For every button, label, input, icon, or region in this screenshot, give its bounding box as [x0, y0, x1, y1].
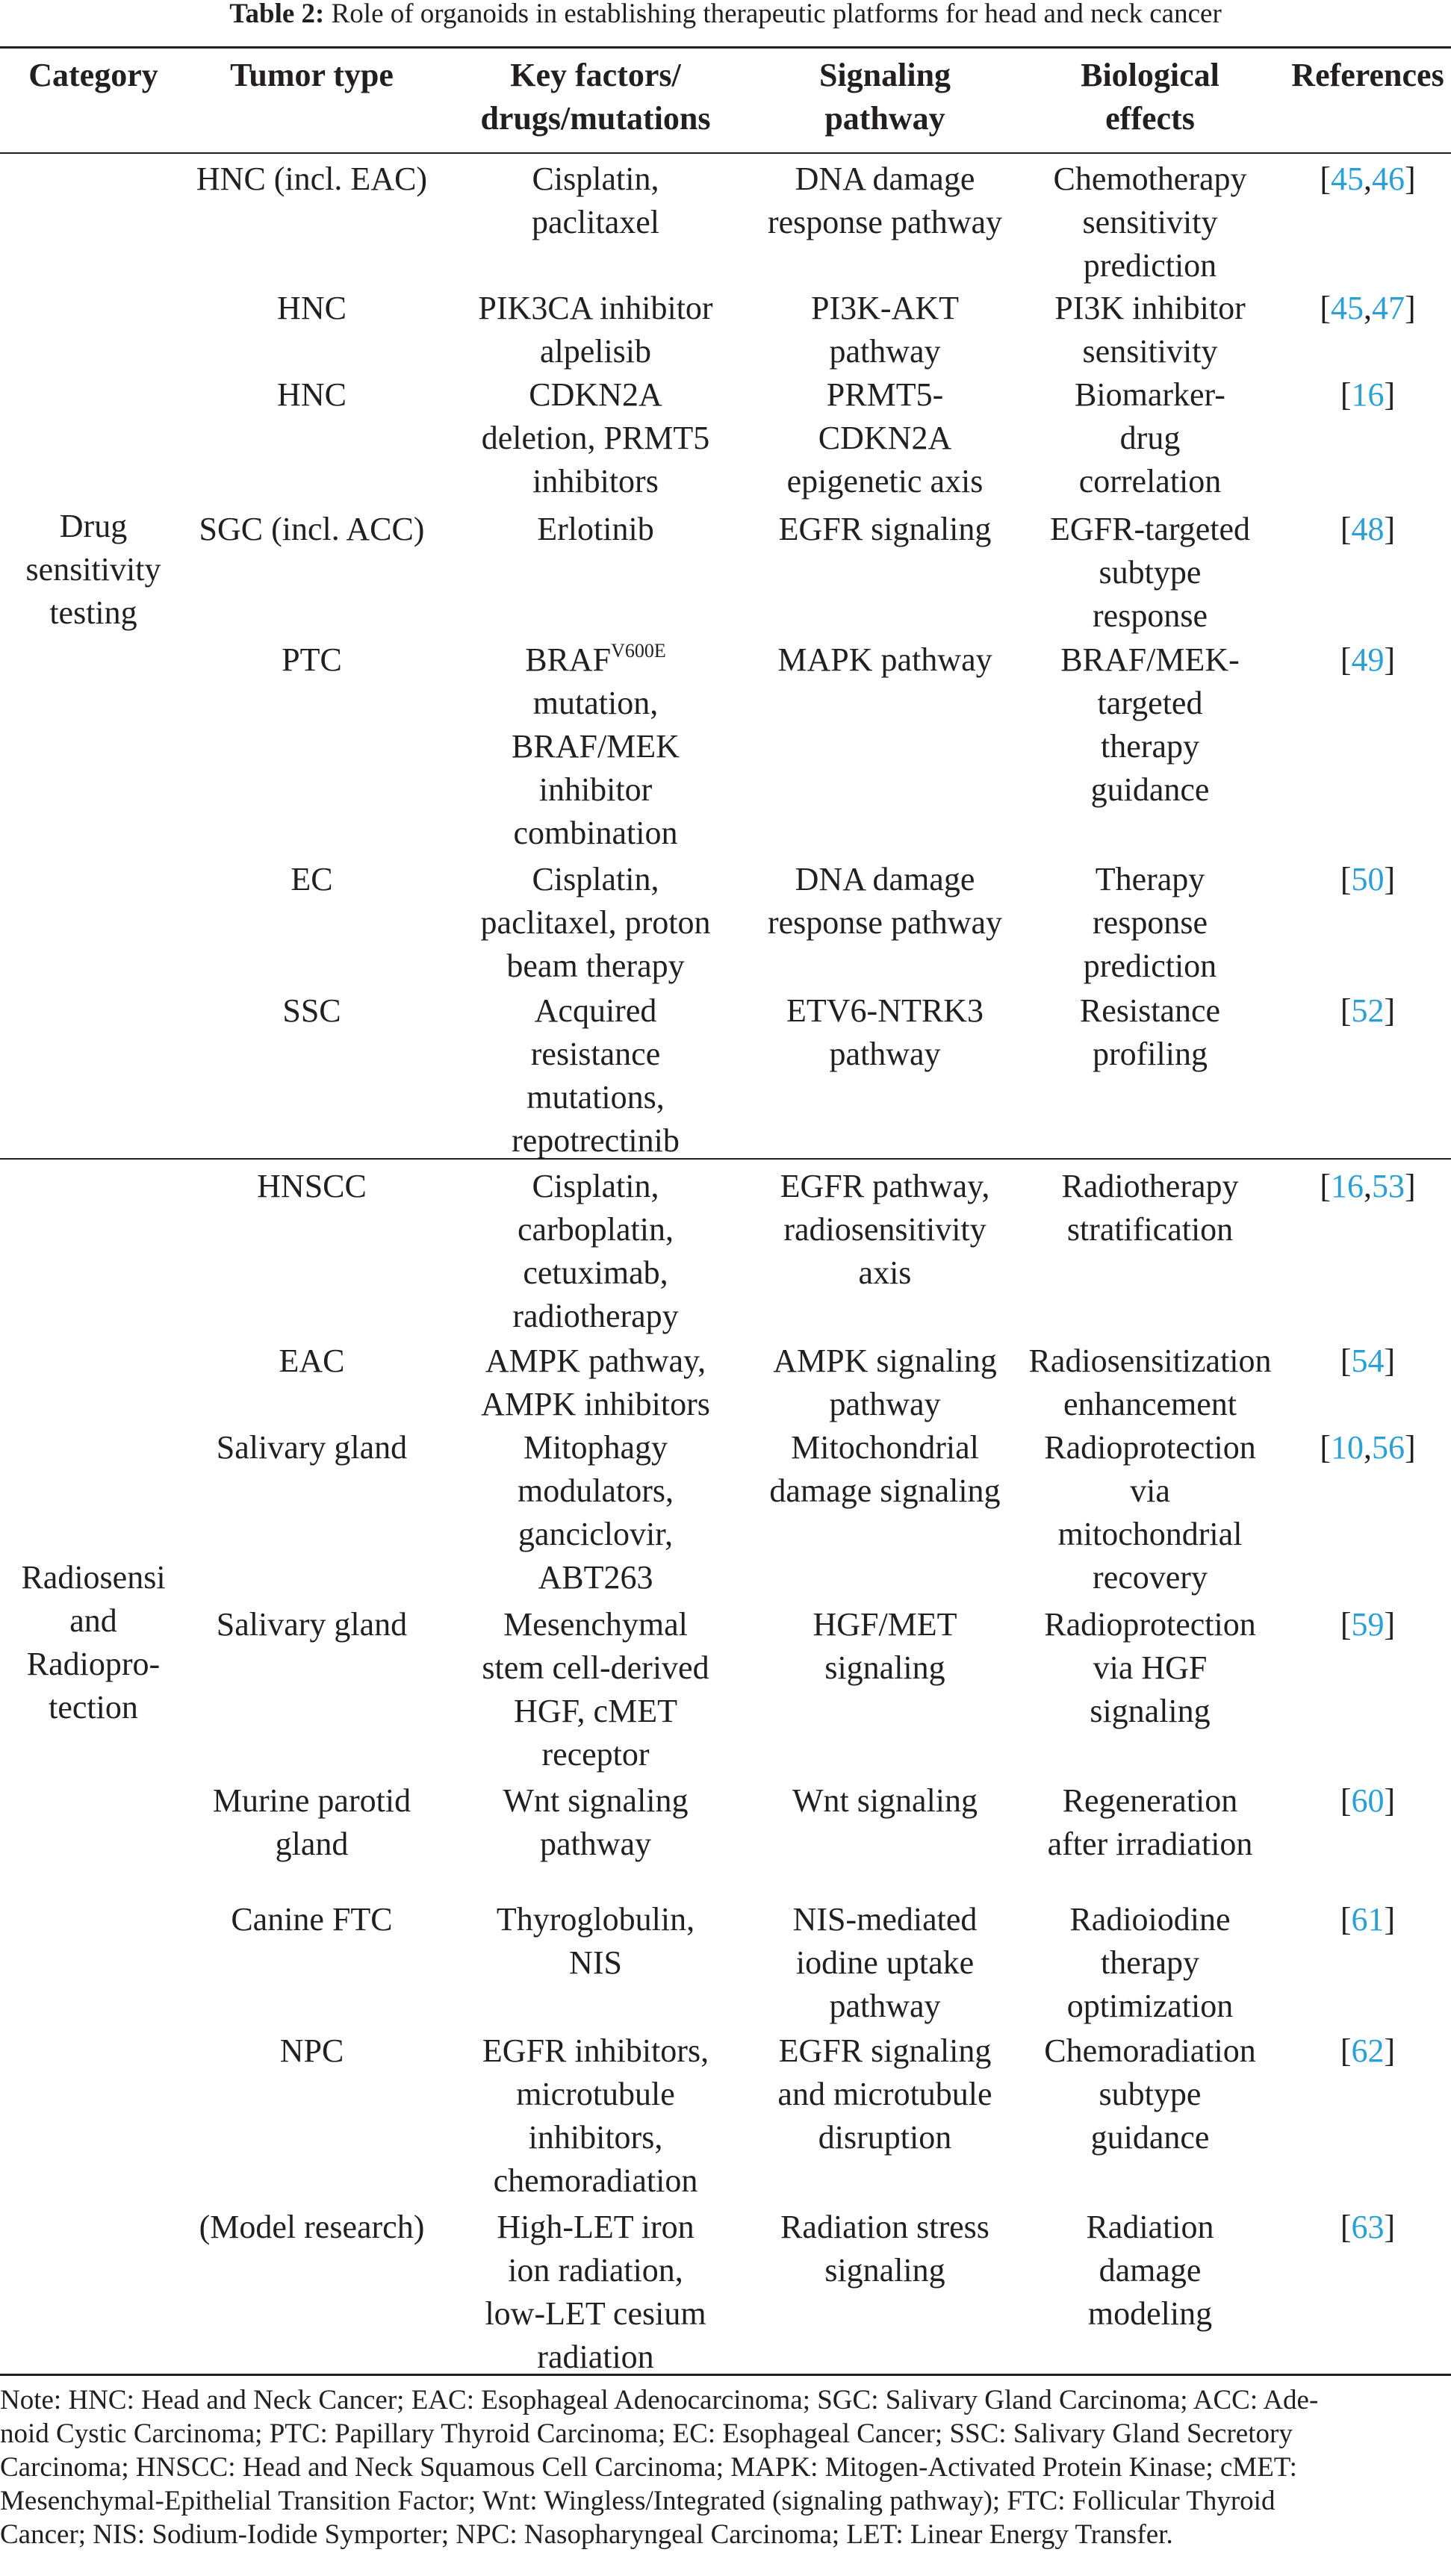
reference-link[interactable]: 52: [1351, 992, 1385, 1029]
biological-effects-cell: [1016, 1779, 1284, 1866]
biological-effects-cell: [1016, 638, 1284, 812]
tumor-type-cell: [187, 638, 437, 682]
key-factors-cell-line: Cisplatin,: [532, 861, 659, 897]
biological-effects-cell-line: stratification: [1066, 1211, 1234, 1248]
signaling-pathway-cell-line: signaling: [824, 2252, 945, 2289]
tumor-type-cell: [187, 1898, 437, 1941]
table-label: Table 2:: [229, 0, 325, 29]
signaling-pathway-cell-line: iodine uptake: [795, 1944, 975, 1981]
tumor-type-cell-line: gland: [275, 1826, 349, 1862]
biological-effects-cell: [1016, 989, 1284, 1076]
biological-effects-cell-line: Radiosensitization: [1028, 1343, 1272, 1379]
key-factors-cell-line: ganciclovir,: [518, 1516, 674, 1552]
header-category-line: Category: [28, 57, 158, 93]
reference-link[interactable]: 53: [1372, 1168, 1405, 1204]
signaling-pathway-cell-line: DNA damage: [795, 161, 975, 197]
key-factors-cell: [437, 989, 754, 1163]
tumor-type-cell-line: HNC (incl. EAC): [196, 161, 428, 197]
header-rule: [0, 152, 1451, 154]
biological-effects-cell-line: recovery: [1093, 1559, 1208, 1596]
table-note: [0, 2383, 1451, 2551]
key-factors-cell-line: CDKN2A: [529, 376, 662, 413]
signaling-pathway-cell-line: pathway: [829, 1988, 941, 2024]
reference-link[interactable]: 48: [1351, 511, 1385, 547]
biological-effects-cell-line: profiling: [1093, 1036, 1208, 1072]
biological-effects-cell-line: Radiotherapy: [1061, 1168, 1239, 1204]
header-signaling-pathway-line: Signaling: [818, 57, 951, 93]
key-factors-cell: [437, 373, 754, 503]
mutation-superscript: V600E: [611, 640, 666, 662]
key-factors-cell: [437, 2206, 754, 2379]
key-factors-cell-line: PIK3CA inhibitor: [478, 290, 713, 326]
key-factors-cell: [437, 158, 754, 244]
biological-effects-cell: [1016, 373, 1284, 503]
signaling-pathway-cell: [754, 638, 1016, 682]
key-factors-cell-line: ABT263: [538, 1559, 653, 1596]
reference-link[interactable]: 60: [1351, 1782, 1385, 1819]
key-factors-cell-line: Thyroglobulin,: [496, 1901, 695, 1938]
key-factors-cell-line: microtubule: [516, 2076, 675, 2112]
key-factors-cell-line: combination: [513, 815, 678, 851]
header-biological-effects-line: effects: [1105, 100, 1195, 137]
biological-effects-cell-line: Radiation: [1086, 2209, 1214, 2245]
signaling-pathway-cell-line: signaling: [824, 1649, 945, 1686]
signaling-pathway-cell-line: axis: [858, 1254, 912, 1291]
biological-effects-cell: [1016, 158, 1284, 287]
biological-effects-cell-line: prediction: [1083, 948, 1217, 984]
biological-effects-cell-line: damage: [1099, 2252, 1202, 2289]
signaling-pathway-cell-line: response pathway: [767, 904, 1002, 941]
key-factors-cell: [437, 1603, 754, 1776]
tumor-type-cell: [187, 858, 437, 901]
biological-effects-cell-line: mitochondrial: [1057, 1516, 1243, 1552]
note-line: Carcinoma; HNSCC: Head and Neck Squamous Cell Carcinoma; MAPK: Mitogen-Activated Protein Kinase; cMET:: [0, 2452, 1297, 2483]
signaling-pathway-cell: [754, 858, 1016, 945]
biological-effects-cell-line: Regeneration: [1062, 1782, 1238, 1819]
tumor-type-cell-line: EAC: [279, 1343, 345, 1379]
reference-link[interactable]: 62: [1351, 2032, 1385, 2069]
key-factors-cell-line: EGFR inhibitors,: [482, 2032, 709, 2069]
reference-link[interactable]: 61: [1351, 1901, 1385, 1938]
key-factors-cell-line: inhibitor: [538, 771, 653, 808]
key-factors-cell-line: inhibitors,: [528, 2119, 663, 2156]
biological-effects-cell-line: BRAF/MEK-: [1060, 641, 1240, 678]
key-factors-cell-line: stem cell-derived: [482, 1649, 709, 1686]
signaling-pathway-cell: [754, 1165, 1016, 1295]
signaling-pathway-cell-line: DNA damage: [795, 861, 975, 897]
key-factors-cell-line: Wnt signaling: [503, 1782, 689, 1819]
biological-effects-cell: [1016, 1603, 1284, 1733]
key-factors-cell-line: repotrectinib: [512, 1122, 680, 1159]
signaling-pathway-cell-line: EGFR signaling: [778, 2032, 992, 2069]
key-factors-cell: [437, 638, 754, 855]
reference-link[interactable]: 10: [1331, 1429, 1364, 1466]
key-factors-cell-line: paclitaxel: [531, 204, 659, 240]
key-factors-cell-line: AMPK pathway,: [485, 1343, 706, 1379]
signaling-pathway-cell-line: CDKN2A: [818, 420, 952, 456]
key-factors-cell-line: radiotherapy: [512, 1298, 679, 1334]
key-factors-cell-line: pathway: [539, 1826, 652, 1862]
header-tumor-type: [187, 54, 437, 97]
reference-link[interactable]: 45: [1331, 290, 1364, 326]
biological-effects-cell: [1016, 508, 1284, 638]
signaling-pathway-cell-line: MAPK pathway: [777, 641, 992, 678]
biological-effects-cell-line: subtype: [1099, 2076, 1202, 2112]
key-factors-cell: [437, 287, 754, 373]
biological-effects-cell-line: prediction: [1083, 247, 1217, 284]
signaling-pathway-cell: [754, 508, 1016, 551]
reference-link[interactable]: 56: [1372, 1429, 1405, 1466]
biological-effects-cell-line: after irradiation: [1047, 1826, 1253, 1862]
key-factors-cell-line: mutation,: [532, 685, 659, 721]
key-factors-cell-line: resistance: [530, 1036, 661, 1072]
references-cell: [63]: [1340, 2209, 1396, 2245]
tumor-type-cell-line: HNC: [277, 376, 347, 413]
biological-effects-cell-line: guidance: [1090, 771, 1210, 808]
biological-effects-cell-line: sensitivity: [1082, 333, 1218, 370]
category-label: [0, 1556, 187, 1729]
references-cell: [50]: [1340, 861, 1396, 897]
header-biological-effects-line: Biological: [1081, 57, 1219, 93]
key-factors-cell-line: Erlotinib: [537, 511, 654, 547]
signaling-pathway-cell-line: Wnt signaling: [792, 1782, 978, 1819]
signaling-pathway-cell-line: ETV6-NTRK3: [786, 992, 984, 1029]
header-references: [1284, 54, 1451, 97]
references-cell: [52]: [1340, 992, 1396, 1029]
tumor-type-cell: [187, 2029, 437, 2073]
header-tumor-type-line: Tumor type: [230, 57, 394, 93]
category-label-line: testing: [49, 594, 137, 631]
references-cell: [62]: [1340, 2032, 1396, 2069]
biological-effects-cell-line: sensitivity: [1082, 204, 1218, 240]
biological-effects-cell: [1016, 1426, 1284, 1599]
tumor-type-cell: [187, 1426, 437, 1469]
tumor-type-cell: [187, 508, 437, 551]
signaling-pathway-cell-line: radiosensitivity: [783, 1211, 987, 1248]
signaling-pathway-cell-line: pathway: [829, 1036, 941, 1072]
biological-effects-cell-line: Therapy: [1095, 861, 1205, 897]
tumor-type-cell: [187, 1165, 437, 1208]
key-factors-cell: [437, 508, 754, 551]
reference-link[interactable]: 16: [1351, 376, 1385, 413]
tumor-type-cell-line: Canine FTC: [231, 1901, 393, 1938]
signaling-pathway-cell-line: NIS-mediated: [792, 1901, 978, 1938]
biological-effects-cell-line: Radioprotection: [1044, 1429, 1256, 1466]
biological-effects-cell-line: subtype: [1099, 554, 1202, 591]
key-factors-cell-line: AMPK inhibitors: [481, 1386, 710, 1422]
signaling-pathway-cell-line: PI3K-AKT: [811, 290, 959, 326]
note-line: Mesenchymal-Epithelial Transition Factor; Wnt: Wingless/Integrated (signaling pathway); FTC: Follicular Thyroid: [0, 2486, 1276, 2516]
key-factors-cell-line: cetuximab,: [523, 1254, 668, 1291]
key-factors-cell-line: low-LET cesium: [485, 2295, 706, 2332]
category-label: [0, 505, 187, 635]
signaling-pathway-cell-line: disruption: [818, 2119, 952, 2156]
key-factors-cell-line: paclitaxel, proton: [480, 904, 711, 941]
biological-effects-cell-line: via HGF: [1093, 1649, 1208, 1686]
table-caption: [0, 0, 1451, 34]
biological-effects-cell-line: Radioprotection: [1044, 1606, 1256, 1643]
biological-effects-cell-line: guidance: [1090, 2119, 1210, 2156]
key-factors-cell-line: mutations,: [526, 1079, 665, 1116]
signaling-pathway-cell: [754, 1426, 1016, 1513]
key-factors-cell: [437, 858, 754, 988]
reference-link[interactable]: 47: [1372, 290, 1405, 326]
biological-effects-cell-line: Radioiodine: [1069, 1901, 1231, 1938]
note-line: Cancer; NIS: Sodium-Iodide Symporter; NPC: Nasopharyngeal Carcinoma; LET: Linear Energy Transfer.: [0, 2519, 1173, 2550]
key-factors-cell: [437, 1779, 754, 1866]
table-title: Role of organoids in establishing therapeutic platforms for head and neck cancer: [331, 0, 1222, 29]
signaling-pathway-cell: [754, 1340, 1016, 1426]
header-key-factors-line: drugs/mutations: [480, 100, 711, 137]
key-factors-cell: [437, 1340, 754, 1426]
biological-effects-cell-line: Resistance: [1079, 992, 1221, 1029]
signaling-pathway-cell: [754, 1603, 1016, 1690]
category-label-line: tection: [49, 1689, 138, 1726]
key-factors-cell-line: Mitophagy: [523, 1429, 668, 1466]
biological-effects-cell-line: optimization: [1066, 1988, 1234, 2024]
key-factors-cell-line: alpelisib: [539, 333, 652, 370]
biological-effects-cell-line: response: [1093, 597, 1208, 634]
signaling-pathway-cell-line: Mitochondrial: [791, 1429, 979, 1466]
tumor-type-cell-line: Salivary gland: [216, 1429, 408, 1466]
biological-effects-cell-line: enhancement: [1063, 1386, 1237, 1422]
reference-link[interactable]: 49: [1351, 641, 1385, 678]
signaling-pathway-cell: [754, 287, 1016, 373]
key-factors-cell-line: Acquired: [534, 992, 657, 1029]
key-factors-cell-line: Cisplatin,: [532, 161, 659, 197]
tumor-type-cell: [187, 287, 437, 330]
references-cell: [54]: [1340, 1343, 1396, 1379]
top-rule: [0, 46, 1451, 49]
signaling-pathway-cell-line: epigenetic axis: [786, 463, 984, 500]
biological-effects-cell: [1016, 1340, 1284, 1426]
category-label-line: and: [69, 1602, 117, 1639]
references-cell: [48]: [1340, 511, 1396, 547]
tumor-type-cell: [187, 2206, 437, 2249]
tumor-type-cell: [187, 373, 437, 417]
signaling-pathway-cell-line: AMPK signaling: [773, 1343, 997, 1379]
reference-link[interactable]: 16: [1331, 1168, 1364, 1204]
key-factors-cell-line: ion radiation,: [508, 2252, 683, 2289]
signaling-pathway-cell-line: pathway: [829, 333, 941, 370]
key-factors-cell: [437, 1426, 754, 1599]
key-factors-cell: [437, 1165, 754, 1338]
category-label-line: Radiopro-: [26, 1646, 161, 1682]
references-cell: [10,56]: [1320, 1429, 1416, 1466]
biological-effects-cell-line: therapy: [1101, 1944, 1199, 1981]
signaling-pathway-cell-line: HGF/MET: [813, 1606, 957, 1643]
header-category: [0, 54, 187, 97]
reference-link[interactable]: 59: [1351, 1606, 1385, 1643]
signaling-pathway-cell-line: response pathway: [767, 204, 1002, 240]
tumor-type-cell: [187, 1340, 437, 1383]
tumor-type-cell-line: (Model research): [199, 2209, 425, 2245]
biological-effects-cell-line: response: [1093, 904, 1208, 941]
key-factors-cell-line: carboplatin,: [518, 1211, 674, 1248]
biological-effects-cell-line: Chemotherapy: [1053, 161, 1247, 197]
note-line: Note: HNC: Head and Neck Cancer; EAC: Esophageal Adenocarcinoma; SGC: Salivary Gland Carcinoma; ACC: Ade-: [0, 2385, 1319, 2415]
biological-effects-cell: [1016, 2029, 1284, 2159]
signaling-pathway-cell: [754, 373, 1016, 503]
tumor-type-cell: [187, 158, 437, 201]
key-factors-cell-line: deletion, PRMT5: [481, 420, 710, 456]
key-factors-cell-line: $BRAF^{V600E}$: [525, 640, 666, 678]
key-factors-cell-line: Mesenchymal: [503, 1606, 688, 1643]
key-factors-cell-line: modulators,: [518, 1472, 674, 1509]
category-label-line: Drug: [59, 508, 128, 544]
references-cell: [45,46]: [1320, 161, 1416, 197]
references-cell: [49]: [1340, 641, 1396, 678]
signaling-pathway-cell: [754, 2206, 1016, 2292]
key-factors-cell: [437, 2029, 754, 2203]
key-factors-cell-line: radiation: [537, 2339, 654, 2375]
header-key-factors-line: Key factors/: [510, 57, 681, 93]
category-label-line: Radiosensi: [21, 1559, 166, 1596]
biological-effects-cell-line: drug: [1119, 420, 1181, 456]
tumor-type-cell-line: EC: [290, 861, 333, 897]
tumor-type-cell-line: PTC: [282, 641, 342, 678]
note-line: noid Cystic Carcinoma; PTC: Papillary Thyroid Carcinoma; EC: Esophageal Cancer; SSC: Salivary Gland Secretory: [0, 2418, 1293, 2449]
biological-effects-cell-line: signaling: [1090, 1693, 1211, 1729]
references-cell: [59]: [1340, 1606, 1396, 1643]
tumor-type-cell-line: HNC: [277, 290, 347, 326]
signaling-pathway-cell: [754, 2029, 1016, 2159]
signaling-pathway-cell-line: PRMT5-: [826, 376, 944, 413]
reference-link[interactable]: 45: [1331, 161, 1364, 197]
biological-effects-cell-line: correlation: [1078, 463, 1222, 500]
biological-effects-cell-line: EGFR-targeted: [1049, 511, 1251, 547]
reference-link[interactable]: 50: [1351, 861, 1385, 897]
reference-link[interactable]: 63: [1351, 2209, 1385, 2245]
tumor-type-cell: [187, 1779, 437, 1866]
signaling-pathway-cell-line: damage signaling: [769, 1472, 1001, 1509]
signaling-pathway-cell-line: EGFR pathway,: [780, 1168, 990, 1204]
header-key-factors: [437, 54, 754, 140]
category-label-line: sensitivity: [25, 551, 161, 588]
biological-effects-cell-line: via: [1130, 1472, 1170, 1509]
signaling-pathway-cell-line: pathway: [829, 1386, 941, 1422]
biological-effects-cell-line: targeted: [1097, 685, 1203, 721]
header-signaling-pathway: [754, 54, 1016, 140]
tumor-type-cell-line: HNSCC: [257, 1168, 367, 1204]
biological-effects-cell-line: Chemoradiation: [1044, 2032, 1256, 2069]
biological-effects-cell-line: PI3K inhibitor: [1054, 290, 1246, 326]
biological-effects-cell-line: modeling: [1087, 2295, 1213, 2332]
signaling-pathway-cell-line: and microtubule: [777, 2076, 992, 2112]
tumor-type-cell: [187, 1603, 437, 1646]
key-factors-cell-line: chemoradiation: [493, 2162, 698, 2199]
tumor-type-cell-line: Murine parotid: [212, 1782, 411, 1819]
references-cell: [16,53]: [1320, 1168, 1416, 1204]
signaling-pathway-cell-line: Radiation stress: [780, 2209, 989, 2245]
references-cell: [61]: [1340, 1901, 1396, 1938]
key-factors-cell-line: HGF, cMET: [514, 1693, 677, 1729]
signaling-pathway-cell: [754, 1898, 1016, 2028]
key-factors-cell-line: Cisplatin,: [532, 1168, 659, 1204]
key-factors-cell-line: beam therapy: [506, 948, 685, 984]
key-factors-cell-line: inhibitors: [532, 463, 659, 500]
tumor-type-cell-line: Salivary gland: [216, 1606, 408, 1643]
biological-effects-cell: [1016, 1898, 1284, 2028]
signaling-pathway-cell-line: EGFR signaling: [778, 511, 992, 547]
reference-link[interactable]: 46: [1372, 161, 1405, 197]
key-factors-cell: [437, 1898, 754, 1985]
biological-effects-cell-line: therapy: [1101, 728, 1199, 765]
key-factors-cell-line: BRAF/MEK: [512, 728, 680, 765]
tumor-type-cell-line: SSC: [282, 992, 341, 1029]
signaling-pathway-cell: [754, 1779, 1016, 1823]
biological-effects-cell-line: Biomarker-: [1075, 376, 1225, 413]
key-factors-cell-line: High-LET iron: [497, 2209, 695, 2245]
biological-effects-cell: [1016, 858, 1284, 988]
key-factors-cell-line: NIS: [569, 1944, 622, 1981]
signaling-pathway-cell: [754, 158, 1016, 244]
references-cell: [16]: [1340, 376, 1396, 413]
signaling-pathway-cell: [754, 989, 1016, 1076]
tumor-type-cell: [187, 989, 437, 1033]
references-cell: [45,47]: [1320, 290, 1416, 326]
biological-effects-cell: [1016, 1165, 1284, 1251]
biological-effects-cell: [1016, 287, 1284, 373]
biological-effects-cell: [1016, 2206, 1284, 2336]
header-signaling-pathway-line: pathway: [824, 100, 945, 137]
references-cell: [60]: [1340, 1782, 1396, 1819]
header-biological-effects: [1016, 54, 1284, 140]
tumor-type-cell-line: NPC: [279, 2032, 344, 2069]
reference-link[interactable]: 54: [1351, 1343, 1385, 1379]
key-factors-cell-line: receptor: [541, 1736, 650, 1773]
tumor-type-cell-line: SGC (incl. ACC): [199, 511, 425, 547]
header-references-line: References: [1291, 57, 1444, 93]
